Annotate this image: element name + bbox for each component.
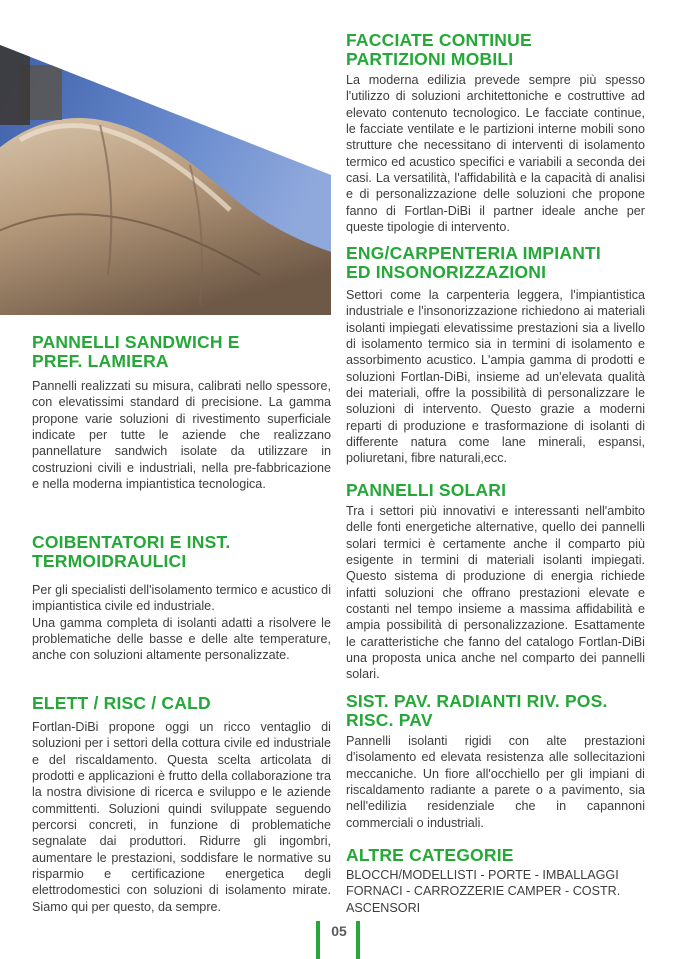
page-number-bar-right [356,921,360,959]
section-pannelli-sandwich [32,333,331,492]
section-facciate-continue [346,31,645,235]
section-altre-categorie [346,846,651,916]
section-title: FACCIATE CONTINUE PARTIZIONI MOBILI [346,30,532,69]
section-body: Pannelli realizzati su misura, calibrati nello spessore, con elevatissimi standard di precisione. La gamma propone varie soluzioni di rivestimento superficiale indicate per tutte le aziende che realizzano pannellature sandwich isolate da utilizzare in costruzioni civili e industriali, nella pre-fabbricazione e nella moderna impiantistica tecnologica. [32,379,331,492]
section-eng-carpenteria [346,244,645,467]
section-title: ENG/CARPENTERIA IMPIANTI ED INSONORIZZAZIONI [346,243,601,282]
section-body: La moderna edilizia prevede sempre più spesso l'utilizzo di soluzioni architettoniche e costruttive ad elevato contenuto tecnologico. Le facciate continue, le facciate ventilate e le partizioni interne mobili sono strutture che necessitano di interventi di isolamento termico ed acustico specifici e variabili a seconda dei casi. La versatilità, l'affidabilità e la capacità di analisi e di personalizzazione delle soluzioni che propone fanno di Fortlan-DiBi il partner ideale anche per queste tipologie di intervento. [346,73,645,235]
section-body: Settori come la carpenteria leggera, l'impiantistica industriale e l'insonorizzazione richiedono ai materiali isolanti impiegati elevatissime prestazioni sia a livello di isolamento termico sia in termini di isolamento e assorbimento acustico. L'ampia gamma di prodotti e soluzioni Fortlan-DiBi, insieme ad un'elevata qualità dei materiali, offre la possibilità di personalizzare le soluzioni di intervento. Questo grazie a moderni reparti di produzione e trasformazione di isolanti di differente natura come lane minerali, espansi, poliuretani, fibre naturali,ecc. [346,288,645,466]
section-coibentatori [32,533,331,664]
section-title: ELETT / RISC / CALD [32,693,211,713]
section-body-2: Una gamma completa di isolanti adatti a risolvere le problematiche delle basse e delle alte temperature, anche con soluzioni altamente personalizzate. [32,615,331,663]
section-title: SIST. PAV. RADIANTI RIV. POS. RISC. PAV [346,691,608,730]
section-title: COIBENTATORI E INST. TERMOIDRAULICI [32,532,231,571]
section-title: PANNELLI SOLARI [346,480,507,500]
section-title: ALTRE CATEGORIE [346,845,514,865]
page-number: 05 [331,923,347,939]
section-body: Per gli specialisti dell'isolamento termico e acustico di impiantistica civile ed industriale. [32,583,331,614]
section-body: Tra i settori più innovativi e interessanti nell'ambito delle fonti energetiche alternative, quello dei pannelli solari termici è certamente anche il comparto più esigente in termini di materiali isolanti impiegati. Questo sistema di produzione di energia richiede infatti soluzioni che offrano prestazioni elevate e costanti nel tempo insieme a massima affidabilità e ampia possibilità di personalizzazione. Esattamente le caratteristiche che fanno del catalogo Fortlan-DiBi una proposta unica anche nel comparto dei pannelli solari. [346,504,645,682]
section-body: Fortlan-DiBi propone oggi un ricco ventaglio di soluzioni per i settori della cottura civile ed industriale e del riscaldamento. Questa scelta articolata di prodotti e applicazioni è frutto della collaborazione tra la nostra divisione di ricerca e sviluppo e le aziende committenti. Soluzioni quindi sviluppate seguendo percorsi concreti, in funzione di problematiche segnalate dai produttori. Ridurre gli ingombri, aumentare le prestazioni, soddisfare le normative su risparmio e certificazione energetica degli elettrodomestici con soluzioni di isolamento mirate. Siamo qui per questo, da sempre. [32,720,331,914]
section-sist-pav-radianti [346,692,645,831]
section-title: PANNELLI SANDWICH E PREF. LAMIERA [32,332,240,371]
page-number-block [316,921,362,959]
section-list: BLOCCH/MODELLISTI - PORTE - IMBALLAGGI FORNACI - CARROZZERIE CAMPER - COSTR. ASCENSORI [346,868,621,915]
section-elett-risc-cald [32,694,331,915]
section-body: Pannelli isolanti rigidi con alte prestazioni d'isolamento ed elevata resistenza alle sollecitazioni meccaniche. Un fiore all'occhiello per gli impiani di riscaldamento radiante a parete o a pavimento, sia nell'edilizia residenziale che in capannoni commerciali o industriali. [346,734,645,830]
section-pannelli-solari [346,481,645,683]
industrial-pipe-photo [0,45,331,315]
